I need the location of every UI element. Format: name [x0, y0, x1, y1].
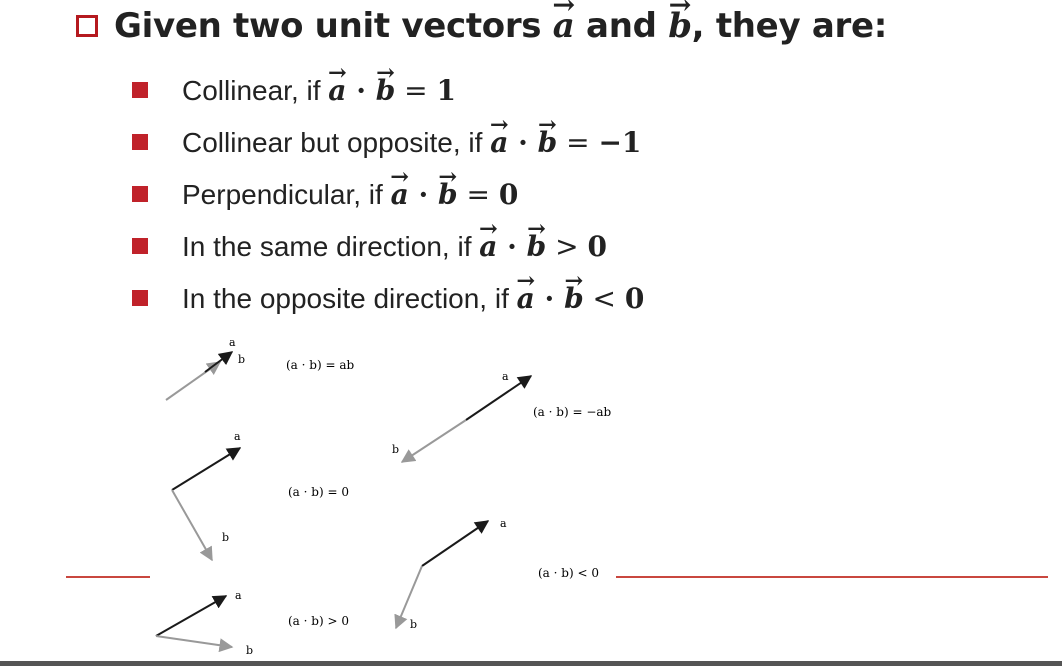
vector-b-symbol: → b — [438, 178, 458, 211]
rhs-value: 0 — [624, 281, 645, 315]
vector-a-symbol: → a — [391, 178, 409, 211]
rhs-value: 0 — [587, 229, 607, 263]
condition-text: In the same direction, if — [182, 230, 480, 262]
vector-b-arrow — [396, 566, 422, 628]
label-b: b — [410, 618, 418, 631]
heading-prefix: Given two unit vectors — [114, 6, 553, 46]
label-a: a — [234, 430, 241, 443]
relation: = — [557, 125, 599, 159]
collinear-diagram — [166, 336, 354, 400]
vector-b-arrow — [156, 636, 232, 647]
vector-a-arrow — [466, 376, 531, 420]
vector-b-symbol: → b — [376, 74, 396, 107]
vector-a-symbol: → a — [490, 126, 508, 159]
label-a: a — [502, 370, 509, 383]
condition-text: In the opposite direction, if — [182, 282, 517, 314]
perpendicular-diagram — [172, 430, 349, 560]
condition-text: Perpendicular, if — [182, 178, 391, 210]
obtuse-diagram — [396, 517, 599, 631]
acute-diagram — [156, 589, 349, 657]
label-a: a — [229, 336, 236, 349]
label-b: b — [222, 531, 230, 544]
heading-conjunction: and — [574, 6, 669, 46]
vector-b-symbol: → b — [668, 6, 691, 46]
relation: = — [457, 177, 499, 211]
vector-b-symbol: → b — [538, 126, 558, 159]
rhs-value: 1 — [436, 73, 457, 107]
vector-b-arrow — [172, 490, 212, 560]
dot-product-expression: → a · → b < 0 — [517, 282, 645, 315]
bottom-bar — [0, 661, 1062, 666]
rhs-value: 0 — [498, 177, 519, 211]
vector-a-symbol: → a — [553, 6, 575, 46]
vector-b-symbol: → b — [527, 230, 547, 263]
vector-a-arrow — [205, 352, 232, 372]
vector-b-arrow — [402, 420, 466, 462]
label-b: b — [392, 443, 400, 456]
label-b: b — [246, 644, 254, 657]
formula-obtuse: (a · b) < 0 — [538, 566, 599, 580]
dot-product-expression: → a · → b = 0 — [391, 178, 519, 211]
dot-product-expression: → a · → b > 0 — [479, 230, 607, 263]
dot-product-expression: → a · → b = 1 — [328, 74, 456, 107]
vector-a-symbol: → a — [328, 74, 346, 107]
relation: < — [583, 281, 625, 315]
formula-acute: (a · b) > 0 — [288, 614, 349, 628]
label-b: b — [238, 353, 246, 366]
vector-a-arrow — [422, 521, 488, 566]
dot-product-expression: → a · → b = −1 — [490, 126, 641, 159]
label-a: a — [235, 589, 242, 602]
vector-a-arrow — [172, 448, 240, 490]
rhs-value: −1 — [598, 125, 642, 159]
vector-a-symbol: → a — [517, 282, 535, 315]
opposite-diagram — [392, 370, 612, 462]
vector-a-arrow — [156, 596, 226, 636]
vector-b-symbol: → b — [564, 282, 584, 315]
condition-text: Collinear, if — [182, 74, 329, 106]
condition-text: Collinear but opposite, if — [182, 126, 491, 158]
label-a: a — [500, 517, 507, 530]
formula-perpendicular: (a · b) = 0 — [288, 485, 349, 499]
vector-a-symbol: → a — [479, 230, 497, 263]
relation: = — [395, 73, 437, 107]
relation: > — [546, 229, 588, 263]
heading-suffix: , they are: — [691, 6, 888, 46]
formula-opposite: (a · b) = −ab — [533, 405, 612, 419]
formula-collinear: (a · b) = ab — [286, 358, 355, 372]
